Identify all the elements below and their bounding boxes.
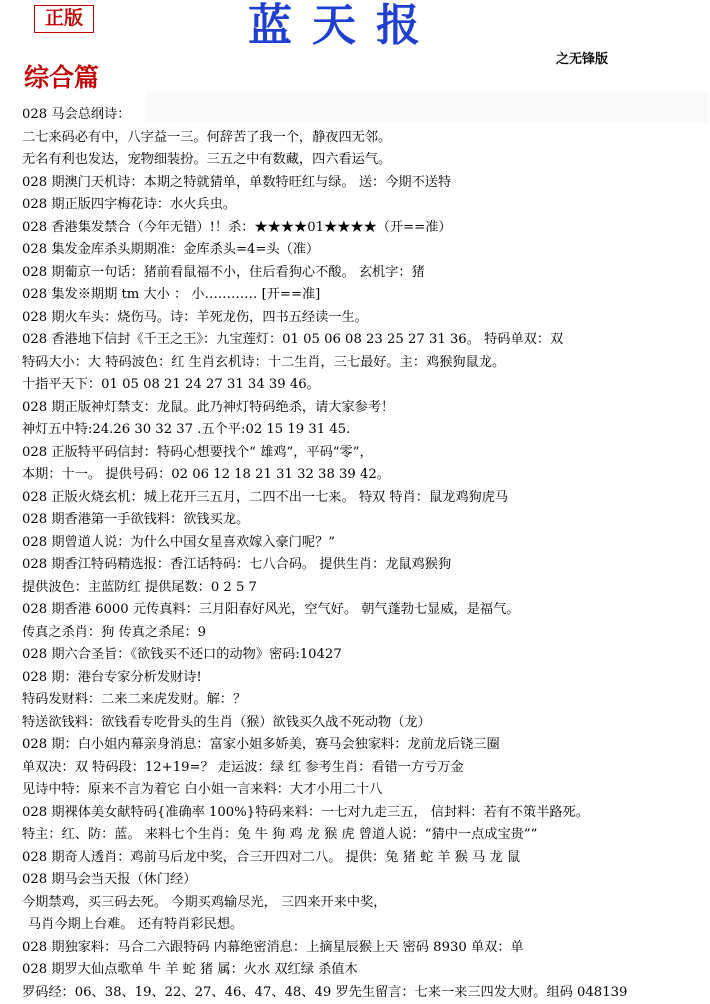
article-line: 028 期六合圣旨：《欲钱买不还口的动物》密码:10427	[22, 644, 706, 667]
article-line: 028 马会总纲诗：	[22, 104, 706, 127]
article-line: 特送欲钱料：欲钱看专吃骨头的生肖（猴）欲钱买久战不死动物（龙）	[22, 712, 706, 735]
article-line: 特码发财料：二来二来虎发财。解：？	[22, 689, 706, 712]
article-line: 二七来码必有中，八字益一三。何辞苦了我一个，静夜四无邻。	[22, 127, 706, 150]
article-line: 028 正版特平码信封：特码心想要找个“ 雄鸡”，平码“零”，	[22, 442, 706, 465]
article-line: 罗码经：06、38、19、22、27、46、47、48、49 罗先生留言：七来一来三四发大财。组码 048139	[22, 982, 706, 1004]
section-heading: 综合篇	[24, 58, 99, 94]
article-line: 028 期独家料：马合二六跟特码 内幕绝密消息：上摘星辰猴上天 密码 8930 单双：单	[22, 937, 706, 960]
article-line: 028 期香江特码精选报：香江话特码：七八合码。 提供生肖：龙鼠鸡猴狗	[22, 554, 706, 577]
article-line: 十指平天下：01 05 08 21 24 27 31 34 39 46。	[22, 374, 706, 397]
article-line: 提供波色：主蓝防红 提供尾数：0 2 5 7	[22, 577, 706, 600]
article-line: 本期：十一。 提供号码：02 06 12 18 21 31 32 38 39 42。	[22, 464, 706, 487]
article-line: 028 期奇人透肖：鸡前马后龙中奖，合三开四对二八。 提供：兔 猪 蛇 羊 猴 马 龙 鼠	[22, 847, 706, 870]
article-line: 特码大小：大 特码波色：红 生肖玄机诗：十二生肖，三七最好。主：鸡猴狗鼠龙。	[22, 352, 706, 375]
article-line: 028 期香港 6000 元传真料：三月阳春好风光，空气好。 朝气蓬勃七显威，是福气。	[22, 599, 706, 622]
article-line: 028 期葡京一句话：猪前看鼠福不小，住后看狗心不酸。 玄机字：猪	[22, 262, 706, 285]
article-line: 028 正版火烧玄机：城上花开三五月，二四不出一七来。 特双 特肖：鼠龙鸡狗虎马	[22, 487, 706, 510]
article-line: 028 期：港台专家分析发财诗!	[22, 667, 706, 690]
edition-label: 之无锋版	[556, 48, 608, 67]
article-line: 特主：红、防：蓝。 来料七个生肖：兔 牛 狗 鸡 龙 猴 虎 曾道人说：“猜中一点成宝贵””	[22, 824, 706, 847]
article-line: 028 期正版神灯禁支：龙鼠。此乃神灯特码绝杀，请大家参考！	[22, 397, 706, 420]
article-line: 028 香港集发禁合（今年无错）!！杀：★★★★01★★★★（开==准）	[22, 217, 706, 240]
article-line: 028 期正版四字梅花诗：水火兵虫。	[22, 194, 706, 217]
article-line: 传真之杀肖：狗 传真之杀尾：9	[22, 622, 706, 645]
article-line: 今期禁鸡，买三码去死。 今期买鸡输尽光， 三四来开来中奖，	[22, 892, 706, 915]
page-title: 蓝天报	[248, 0, 440, 52]
article-line: 无名有利也发达，宠物细装扮。三五之中有数藏，四六看运气。	[22, 149, 706, 172]
article-line: 028 期罗大仙点歌单 牛 羊 蛇 猪 属：火水 双红绿 杀值木	[22, 959, 706, 982]
article-line: 028 香港地下信封《千王之王》：九宝莲灯：01 05 06 08 23 25 27 31 36。 特码单双：双	[22, 329, 706, 352]
article-line: 见诗中特：原来不言为着它 白小姐一言来料：大才小用二十八	[22, 779, 706, 802]
article-line: 028 期澳门天机诗：本期之特就猜单，单数特旺红与绿。 送：今期不送特	[22, 172, 706, 195]
article-line: 028 期火车头：烧伤马。诗：羊死龙伤，四书五经读一生。	[22, 307, 706, 330]
article-line: 单双决：双 特码段：12+19=？ 走运波：绿 红 参考生肖：看错一方亏万金	[22, 757, 706, 780]
article-line: 028 期曾道人说：为什么中国女星喜欢嫁入豪门呢？”	[22, 532, 706, 555]
article-body	[22, 104, 706, 1004]
article-line: 028 期裸体美女献特码{准确率 100%}特码来料：一七对九走三五， 信封料：若有不策半路死。	[22, 802, 706, 825]
article-line: 神灯五中特:24.26 30 32 37 .五个平:02 15 19 31 45.	[22, 419, 706, 442]
article-line: 马肖今期上台难。 还有特肖彩民想。	[22, 914, 706, 937]
edition-badge: 正版	[34, 5, 94, 33]
article-line: 028 期香港第一手欲钱料：欲钱买龙。	[22, 509, 706, 532]
article-line: 028 期马会当天报（休门经）	[22, 869, 706, 892]
article-line: 028 集发金库杀头期期准：金库杀头=4=头（准）	[22, 239, 706, 262]
article-line: 028 集发※期期 tm 大小 ： 小………… [开==准]	[22, 284, 706, 307]
article-line: 028 期：白小姐内幕亲身消息：富家小姐多娇美，赛马会独家料：龙前龙后铙三圈	[22, 734, 706, 757]
